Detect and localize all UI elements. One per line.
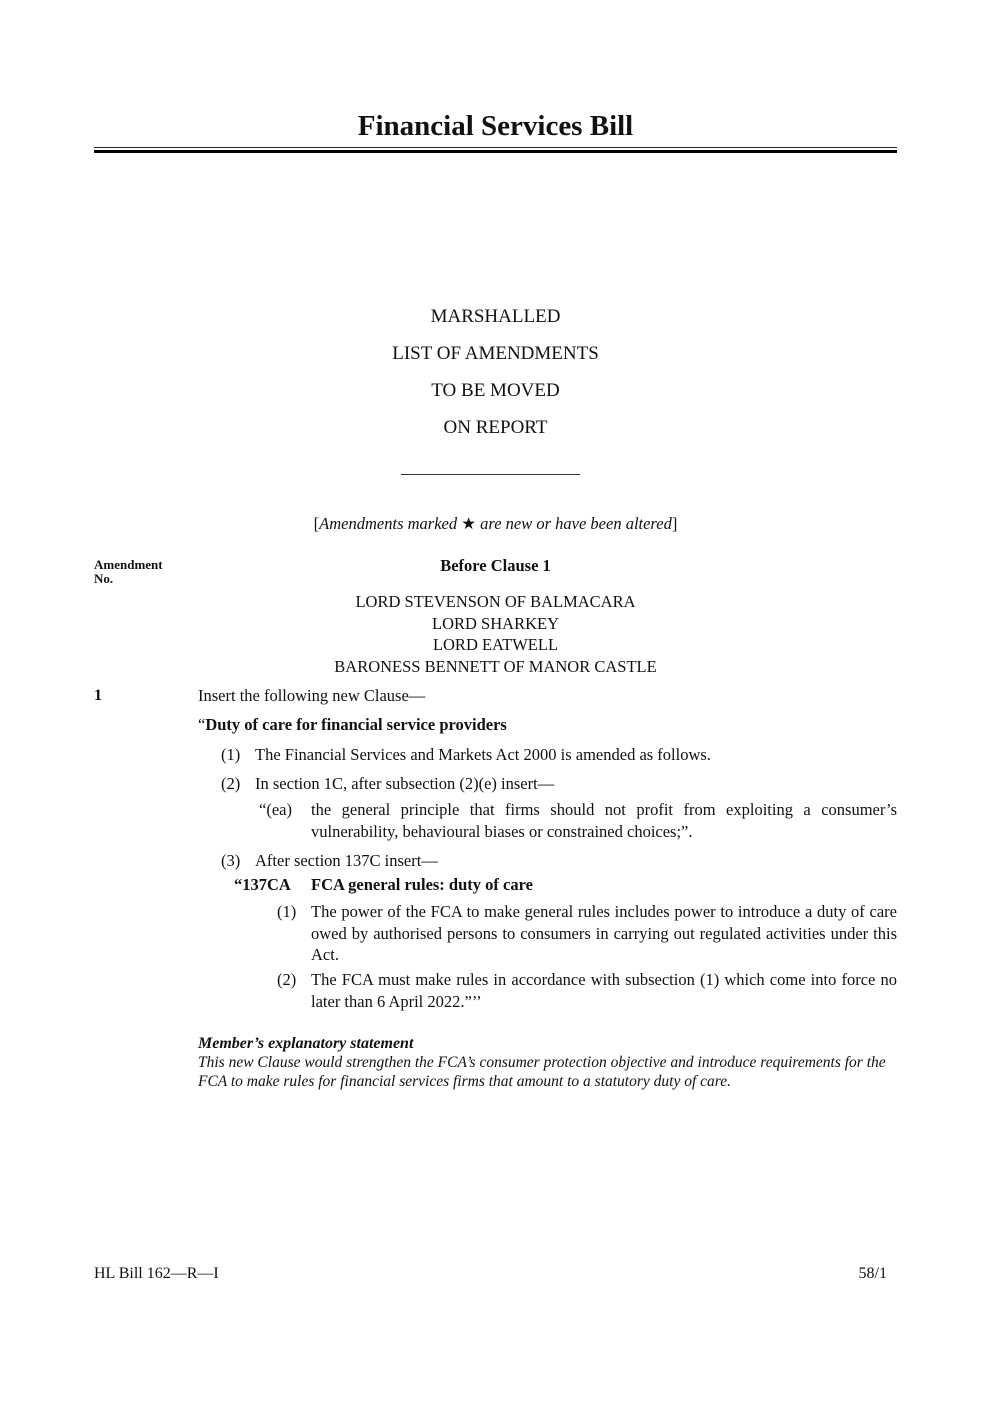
sponsor: LORD EATWELL: [432, 635, 559, 654]
subsection-number: (2): [221, 774, 241, 793]
new-clause-title: [198, 714, 507, 736]
subsection-number: (1): [221, 745, 241, 764]
inserted-section-title: FCA general rules: duty of care: [311, 875, 533, 894]
amendment-number: 1: [94, 687, 102, 704]
star-icon: ★: [461, 514, 477, 533]
sponsor: BARONESS BENNETT OF MANOR CASTLE: [334, 656, 657, 676]
inserted-subsection-number: (2): [277, 970, 297, 989]
heading-line-4: ON REPORT: [443, 417, 548, 438]
new-clause-title-text: Duty of care for financial service providers: [205, 715, 507, 734]
sponsor: LORD SHARKEY: [432, 613, 559, 633]
subsection-text: After section 137C insert—: [255, 851, 438, 870]
subsection-number: (3): [221, 851, 241, 870]
paragraph-number: “(ea): [259, 800, 292, 819]
bill-reference: HL Bill 162—R—I: [94, 1265, 219, 1282]
explanatory-statement-text: This new Clause would strengthen the FCA’s consumer protection objective and introduce requirements for the FCA to make rules for financial services firms that amount to a statutory duty of care.: [198, 1054, 886, 1090]
paragraph-text: the general principle that firms should not profit from exploiting a consumer’s vulnerability, behavioural biases or constrained choices;”.: [311, 800, 897, 841]
title-rule-thin: [94, 147, 897, 148]
subsection-text: The Financial Services and Markets Act 2000 is amended as follows.: [255, 745, 711, 764]
explanatory-statement-title: Member’s explanatory statement: [198, 1035, 414, 1052]
heading-line-3: TO BE MOVED: [431, 380, 560, 401]
inserted-section-number: “137CA: [234, 875, 291, 894]
note-text-before: Amendments marked: [319, 514, 462, 533]
inserted-subsection-number: (1): [277, 902, 297, 921]
inserted-subsection-text: The FCA must make rules in accordance with subsection (1) which come into force no later than 6 April 2022.”’’: [311, 970, 897, 1011]
label-line-2: No.: [94, 571, 114, 586]
amendment-number-column-label: [94, 558, 163, 586]
note-text-after: are new or have been altered: [476, 514, 672, 533]
heading-line-1: MARSHALLED: [430, 306, 561, 327]
amendment-instruction: Insert the following new Clause—: [198, 686, 426, 705]
section-divider: [401, 474, 580, 475]
clause-heading: Before Clause 1: [440, 556, 551, 575]
inserted-subsection-text: The power of the FCA to make general rules includes power to introduce a duty of care owed by authorised persons to consumers in carrying out regulated activities under this Act.: [311, 902, 897, 964]
page-reference: 58/1: [858, 1265, 887, 1282]
sponsor: LORD STEVENSON OF BALMACARA: [355, 592, 636, 611]
title-rule-thick: [94, 150, 897, 153]
document-title: Financial Services Bill: [357, 110, 634, 142]
heading-line-2: LIST OF AMENDMENTS: [392, 343, 599, 364]
note-close-bracket: ]: [671, 514, 678, 533]
open-quote: “: [198, 715, 206, 734]
subsection-text: In section 1C, after subsection (2)(e) insert—: [255, 774, 555, 793]
sponsor-list: [198, 591, 793, 677]
note-open-bracket: [: [313, 514, 320, 533]
amendment-note: [94, 513, 897, 535]
label-line-1: Amendment: [94, 557, 163, 572]
